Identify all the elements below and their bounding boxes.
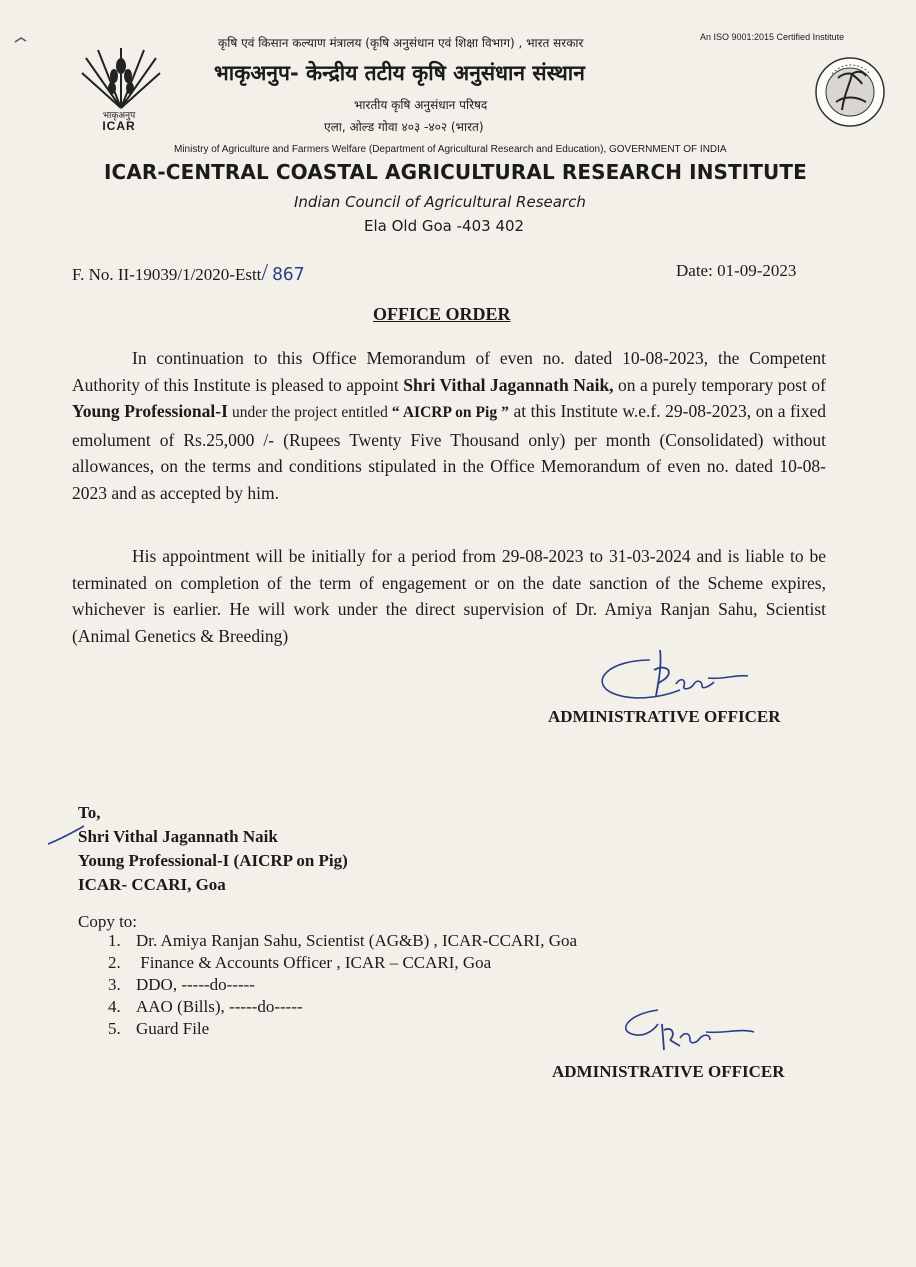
institute-english-title: ICAR-CENTRAL COASTAL AGRICULTURAL RESEARCH INSTITUTE <box>104 160 807 184</box>
handwritten-slash: / <box>261 260 269 286</box>
list-item-text: AAO (Bills), -----do----- <box>136 997 303 1016</box>
paragraph-tenure <box>72 543 826 649</box>
council-english: Indian Council of Agricultural Research <box>294 193 586 211</box>
list-item-text: Finance & Accounts Officer , ICAR – CCARI, Goa <box>136 953 492 972</box>
list-item-text: Dr. Amiya Ranjan Sahu, Scientist (AG&B) , ICAR-CCARI, Goa <box>136 931 578 950</box>
list-item-text: Guard File <box>136 1019 210 1038</box>
para1-text-4: at this Institute w.e.f. 29-08-2023, on a fixed emolument of Rs.25,000 /- (Rupees Twenty Five Thousand only) per month (Consolidated) without allowances, on the terms and conditions stipulated in the Office Memorandum of even no. dated 10-08-2023 and as accepted by him. <box>72 401 827 503</box>
copy-to-label: Copy to: <box>78 912 138 931</box>
para2-text: His appointment will be initially for a period from 29-08-2023 to 31-03-2024 and is liable to be terminated on completion of the term of engagement or on the date sanction of the Scheme expires, whichever is earlier. He will work under the direct supervision of Dr. Amiya Ranjan Sahu, Scientist (Animal Genetics & Breeding) <box>72 546 826 646</box>
institute-seal-icon <box>812 44 888 134</box>
file-number-text: F. No. II-19039/1/2020-Estt <box>72 265 262 284</box>
para1-text-3: under the project entitled <box>227 404 392 422</box>
address-english: Ela Old Goa -403 402 <box>364 217 525 235</box>
appointee-name: Shri Vithal Jagannath Naik, <box>403 374 614 395</box>
list-item <box>108 952 577 974</box>
file-number <box>72 260 305 287</box>
signatory-designation: ADMINISTRATIVE OFFICER <box>548 707 781 726</box>
handwritten-dispatch-number: 867 <box>272 264 305 285</box>
list-item-number: 4. <box>108 997 121 1016</box>
signature-2-icon <box>618 1000 768 1062</box>
ministry-hindi: कृषि एवं किसान कल्याण मंत्रालय (कृषि अनुसंधान एवं शिक्षा विभाग) , भारत सरकार <box>218 36 584 50</box>
list-item-number: 1. <box>108 931 121 950</box>
recipient-block <box>78 801 348 897</box>
list-item-number: 2. <box>108 953 121 972</box>
recipient-designation: Young Professional-I (AICRP on Pig) <box>78 851 348 870</box>
paragraph-appointment <box>72 345 826 507</box>
para1-text-2: on a purely temporary post of <box>613 374 826 395</box>
para1-text-1: In continuation to this Office Memorandum of even no. dated 10-08-2023, the Competent Authority of this Institute is pleased to appoint <box>72 348 826 395</box>
list-item <box>108 1018 577 1040</box>
logo-hindi-text: भाकृअनुप <box>102 110 136 120</box>
edge-mark-icon <box>14 36 28 44</box>
to-label: To, <box>78 803 101 822</box>
ministry-english: Ministry of Agriculture and Farmers Welfare (Department of Agricultural Research and Education), GOVERNMENT OF INDIA <box>174 144 727 155</box>
list-item <box>108 996 577 1018</box>
iso-certification: An ISO 9001:2015 Certified Institute <box>700 32 845 42</box>
list-item-text: DDO, -----do----- <box>136 975 255 994</box>
list-item <box>108 930 577 952</box>
post-name: Young Professional-I <box>72 401 228 422</box>
recipient-name: Shri Vithal Jagannath Naik <box>78 827 278 846</box>
list-item-number: 3. <box>108 975 121 994</box>
document-title: OFFICE ORDER <box>373 304 511 324</box>
logo-english-text: ICAR <box>102 119 136 133</box>
address-hindi: एला, ओल्ड गोवा ४०३ -४०२ (भारत) <box>324 120 484 134</box>
order-date: Date: 01-09-2023 <box>676 261 797 280</box>
council-hindi: भारतीय कृषि अनुसंधान परिषद <box>354 98 488 112</box>
copy-to-list <box>108 930 577 1040</box>
icar-logo-text <box>84 110 154 133</box>
list-item-number: 5. <box>108 1019 121 1038</box>
list-item <box>108 974 577 996</box>
project-name: “ AICRP on Pig ” <box>391 404 509 422</box>
institute-hindi-title: भाकृअनुप- केन्द्रीय तटीय कृषि अनुसंधान संस्थान <box>214 61 585 85</box>
signatory-designation-2: ADMINISTRATIVE OFFICER <box>552 1062 785 1081</box>
signature-1-icon <box>590 640 760 706</box>
recipient-office: ICAR- CCARI, Goa <box>78 875 226 894</box>
